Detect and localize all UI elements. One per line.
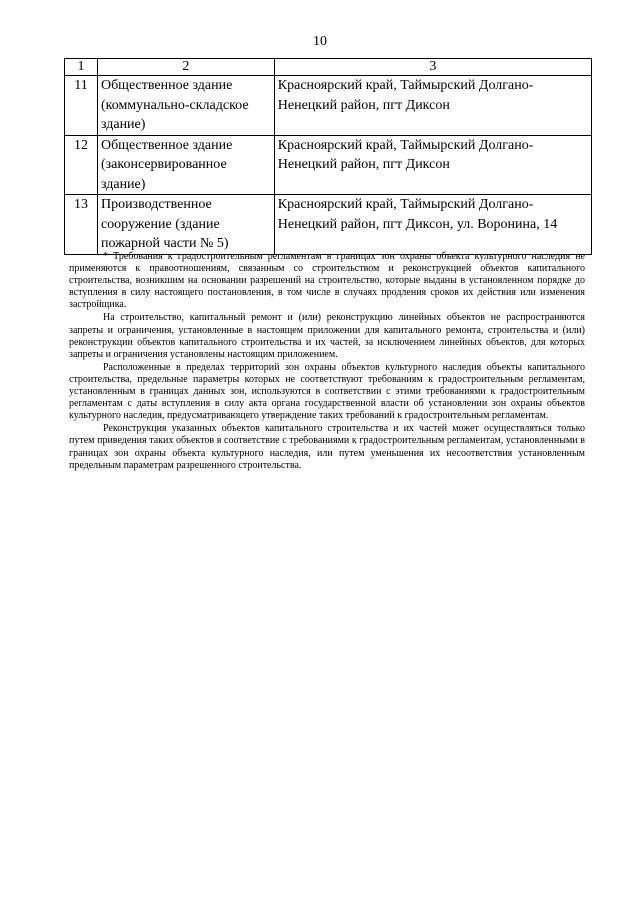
object-address: Красноярский край, Таймырский Долгано-Ненецкий район, пгт Диксон bbox=[274, 76, 591, 136]
table-header-row bbox=[65, 59, 592, 76]
page-number: 10 bbox=[313, 34, 327, 49]
column-header-2: 2 bbox=[97, 59, 274, 76]
object-name: Общественное здание (коммунально-складское здание) bbox=[97, 76, 274, 136]
column-header-1: 1 bbox=[65, 59, 98, 76]
note-paragraph: Реконструкция указанных объектов капитального строительства и их частей может осуществляться только путем приведения таких объектов в соответствие с требованиями к градостроительным регламентам, установленными в границах зон охраны объекта культурного наследия, или путем уменьшения их несоответствия установленным предельным параметрам разрешенного строительства. bbox=[69, 423, 585, 471]
note-paragraph: Расположенные в пределах территорий зон охраны объектов культурного наследия объекты капитального строительства, предельные параметры которых не соответствуют требованиям к градостроительным регламентам, установленным в границах данных зон, используются в соответствии с этими требованиями к градостроительным регламентам с даты вступления в силу акта органа государственной власти об установлении зон охраны объектов культурного наследия, предусматривающего утверждение таких требований к градостроительным регламентам. bbox=[69, 361, 585, 422]
row-number: 12 bbox=[65, 135, 98, 195]
object-name: Производственное сооружение (здание пожарной части № 5) bbox=[97, 195, 274, 255]
column-header-3: 3 bbox=[274, 59, 591, 76]
row-number: 13 bbox=[65, 195, 98, 255]
table-row bbox=[65, 195, 592, 255]
table-row bbox=[65, 76, 592, 136]
row-number: 11 bbox=[65, 76, 98, 136]
object-address: Красноярский край, Таймырский Долгано-Ненецкий район, пгт Диксон, ул. Воронина, 14 bbox=[274, 195, 591, 255]
objects-table bbox=[64, 58, 592, 255]
footnote-paragraph: * Требования к градостроительным регламентам в границах зон охраны объекта культурного наследия не применяются к правоотношениям, связанным со строительством и реконструкцией объектов капитального строительства, возникшим на основании разрешений на строительство, которые выданы в установленном порядке до вступления в силу настоящего постановления, в том числе в случаях продления сроков их действия или изменения застройщика. bbox=[69, 251, 585, 311]
object-address: Красноярский край, Таймырский Долгано-Ненецкий район, пгт Диксон bbox=[274, 135, 591, 195]
note-paragraph: На строительство, капитальный ремонт и (или) реконструкцию линейных объектов не распространяются запреты и ограничения, установленные в настоящем приложении для капитального ремонта, строительства и (или) реконструкции объектов капитального строительства и их частей, за исключением линейных объектов, для которых запреты и ограничения установлены настоящим приложением. bbox=[69, 312, 585, 360]
table-row bbox=[65, 135, 592, 195]
object-name: Общественное здание (законсервированное здание) bbox=[97, 135, 274, 195]
notes-section bbox=[69, 251, 585, 473]
